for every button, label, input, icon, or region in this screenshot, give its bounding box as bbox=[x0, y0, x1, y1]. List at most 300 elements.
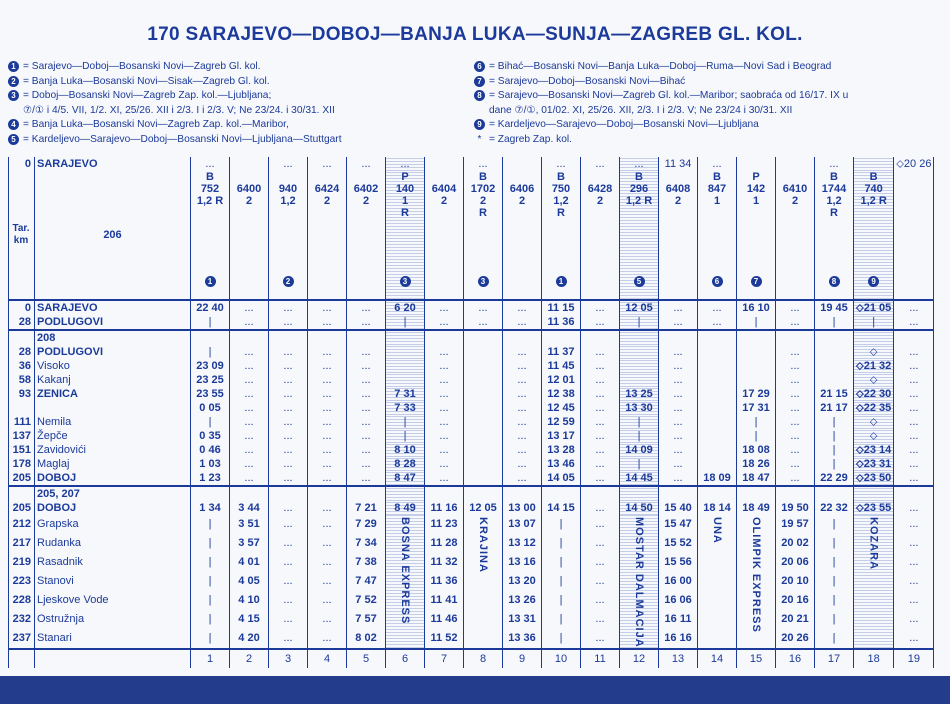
time-cell: 23 09 bbox=[191, 359, 230, 373]
note-number-badge: 5 bbox=[8, 134, 19, 145]
blank-cell bbox=[737, 330, 776, 345]
train-header-line bbox=[661, 171, 695, 183]
time-cell: ... bbox=[581, 315, 620, 330]
time-cell: ... bbox=[776, 415, 815, 429]
time-cell: ... bbox=[269, 628, 308, 648]
time-cell: ... bbox=[503, 401, 542, 415]
train-symbols bbox=[466, 219, 500, 231]
time-cell: 13 20 bbox=[503, 572, 542, 591]
time-cell: | bbox=[815, 315, 854, 330]
time-cell: ... bbox=[308, 591, 347, 610]
train-note-badge: 2 bbox=[283, 276, 294, 287]
station-cell: PODLUGOVI bbox=[35, 315, 191, 330]
time-cell: 20 02 bbox=[776, 534, 815, 553]
time-cell: ... bbox=[269, 315, 308, 330]
time-cell: 8 28 bbox=[386, 457, 425, 471]
time-cell: ... bbox=[269, 443, 308, 457]
time-cell bbox=[698, 387, 737, 401]
time-cell: ... bbox=[894, 387, 934, 401]
time-cell bbox=[230, 157, 269, 171]
time-cell: ... bbox=[230, 300, 269, 315]
time-cell: ... bbox=[308, 300, 347, 315]
km-cell: 28 bbox=[9, 345, 35, 359]
note-text: = Sarajevo—Doboj—Bosanski Novi—Zagreb Gl. kol. bbox=[23, 61, 261, 72]
time-cell: ... bbox=[894, 401, 934, 415]
note-item bbox=[474, 104, 934, 119]
time-cell: | bbox=[191, 628, 230, 648]
column-number: 12 bbox=[620, 649, 659, 668]
train-header-cell bbox=[815, 171, 854, 300]
time-cell: ... bbox=[894, 443, 934, 457]
time-cell bbox=[464, 515, 503, 649]
train-header-line: B bbox=[869, 171, 878, 183]
time-cell: 7 29 bbox=[347, 515, 386, 534]
time-cell bbox=[815, 345, 854, 359]
note-number-badge: 1 bbox=[8, 61, 19, 72]
time-cell: 7 38 bbox=[347, 553, 386, 572]
time-cell: ... bbox=[776, 373, 815, 387]
time-cell: 18 26 bbox=[737, 457, 776, 471]
time-cell: ... bbox=[308, 628, 347, 648]
train-header-line: 2 bbox=[518, 195, 526, 207]
train-header-line: 2 bbox=[674, 195, 682, 207]
time-cell: | bbox=[815, 628, 854, 648]
time-cell: ... bbox=[894, 553, 934, 572]
station-cell: Kakanj bbox=[35, 373, 191, 387]
note-item bbox=[8, 89, 468, 104]
train-header-cell bbox=[230, 171, 269, 300]
time-cell: ... bbox=[347, 443, 386, 457]
spacer bbox=[388, 231, 422, 275]
train-header-line bbox=[896, 195, 931, 207]
train-header-line: 1,2 bbox=[280, 195, 296, 207]
train-header-line: B bbox=[557, 171, 565, 183]
km-cell: 28 bbox=[9, 315, 35, 330]
time-cell: ... bbox=[776, 429, 815, 443]
time-cell: 12 05 bbox=[464, 501, 503, 515]
station-cell: Ostružnja bbox=[35, 609, 191, 628]
time-cell: ... bbox=[776, 300, 815, 315]
column-number-row bbox=[9, 649, 934, 668]
column-number: 7 bbox=[425, 649, 464, 668]
time-cell: ... bbox=[425, 387, 464, 401]
train-header-cell bbox=[776, 171, 815, 300]
train-header-line bbox=[896, 183, 931, 195]
time-cell: | bbox=[191, 515, 230, 534]
km-cell: 217 bbox=[9, 534, 35, 553]
time-cell: ... bbox=[894, 457, 934, 471]
time-cell: ... bbox=[308, 429, 347, 443]
train-header-row bbox=[9, 171, 934, 300]
km-cell: 237 bbox=[9, 628, 35, 648]
time-cell bbox=[737, 373, 776, 387]
station-cell: Maglaj bbox=[35, 457, 191, 471]
time-cell bbox=[698, 457, 737, 471]
train-header-line bbox=[427, 171, 461, 183]
time-cell: ... bbox=[503, 300, 542, 315]
train-header-line: 750 bbox=[551, 183, 571, 195]
time-cell: ... bbox=[347, 373, 386, 387]
time-cell: 13 26 bbox=[503, 591, 542, 610]
time-cell: 18 47 bbox=[737, 471, 776, 486]
time-cell: ... bbox=[230, 373, 269, 387]
time-cell: ... bbox=[269, 387, 308, 401]
train-header-cell bbox=[737, 171, 776, 300]
train-note-badge: 3 bbox=[478, 276, 489, 287]
time-cell: ... bbox=[308, 345, 347, 359]
time-cell: 16 11 bbox=[659, 609, 698, 628]
time-cell: 20 26 bbox=[776, 628, 815, 648]
blank-cell bbox=[659, 330, 698, 345]
table-row bbox=[9, 457, 934, 471]
km-cell: 219 bbox=[9, 553, 35, 572]
time-cell: ... bbox=[347, 315, 386, 330]
time-cell: 8 47 bbox=[386, 471, 425, 486]
bottom-bar bbox=[0, 676, 950, 704]
km-cell: 205 bbox=[9, 471, 35, 486]
blank-cell bbox=[737, 486, 776, 501]
column-number: 13 bbox=[659, 649, 698, 668]
time-cell: 14 05 bbox=[542, 471, 581, 486]
time-cell: 13 07 bbox=[503, 515, 542, 534]
blank-cell bbox=[815, 486, 854, 501]
time-cell: ... bbox=[659, 401, 698, 415]
time-cell bbox=[698, 415, 737, 429]
time-cell: 17 29 bbox=[737, 387, 776, 401]
time-cell: ⬦ bbox=[854, 373, 894, 387]
time-cell: 21 17 bbox=[815, 401, 854, 415]
station-cell: Grapska bbox=[35, 515, 191, 534]
time-cell: ... bbox=[894, 534, 934, 553]
train-note-badge: 1 bbox=[556, 276, 567, 287]
time-cell: 1 23 bbox=[191, 471, 230, 486]
train-header-line: 2 bbox=[362, 195, 370, 207]
time-cell: ... bbox=[347, 300, 386, 315]
time-cell: ... bbox=[425, 443, 464, 457]
time-cell: 11 41 bbox=[425, 591, 464, 610]
time-cell: | bbox=[854, 315, 894, 330]
time-cell: 18 49 bbox=[737, 501, 776, 515]
train-header-cell bbox=[503, 171, 542, 300]
time-cell: ... bbox=[776, 345, 815, 359]
train-header-cell bbox=[542, 171, 581, 300]
time-cell: ... bbox=[347, 401, 386, 415]
time-cell: 0 46 bbox=[191, 443, 230, 457]
station-cell: Žepče bbox=[35, 429, 191, 443]
station-cell: Zavidovići bbox=[35, 443, 191, 457]
time-cell: 0 05 bbox=[191, 401, 230, 415]
train-header-line: 940 bbox=[278, 183, 298, 195]
train-symbols bbox=[817, 219, 851, 231]
train-header-line: 1,2 R bbox=[196, 195, 224, 207]
train-header-line bbox=[505, 207, 539, 219]
time-cell: 15 47 bbox=[659, 515, 698, 534]
time-cell: ... bbox=[581, 609, 620, 628]
train-header-line: 847 bbox=[707, 183, 727, 195]
time-cell bbox=[698, 401, 737, 415]
column-number: 6 bbox=[386, 649, 425, 668]
train-header-line: 2 bbox=[479, 195, 487, 207]
train-header-line bbox=[232, 207, 266, 219]
time-cell: 8 02 bbox=[347, 628, 386, 648]
table-row bbox=[9, 429, 934, 443]
time-cell: ... bbox=[425, 300, 464, 315]
blank-cell bbox=[542, 486, 581, 501]
note-text: = Banja Luka—Bosanski Novi—Sisak—Zagreb Gl. kol. bbox=[23, 75, 270, 87]
train-header-line bbox=[271, 207, 305, 219]
km-cell: 93 bbox=[9, 387, 35, 401]
time-cell: ... bbox=[542, 157, 581, 171]
time-cell: | bbox=[815, 429, 854, 443]
top-row bbox=[9, 157, 934, 171]
time-cell: ... bbox=[425, 415, 464, 429]
time-cell: | bbox=[737, 415, 776, 429]
time-cell: ... bbox=[581, 534, 620, 553]
blank-cell bbox=[503, 486, 542, 501]
blank-cell bbox=[659, 486, 698, 501]
train-header-cell bbox=[854, 171, 894, 300]
time-cell: ... bbox=[581, 515, 620, 534]
time-cell: ... bbox=[230, 359, 269, 373]
time-cell: 14 09 bbox=[620, 443, 659, 457]
time-cell: ... bbox=[581, 387, 620, 401]
station-cell: Stanari bbox=[35, 628, 191, 648]
time-cell: ... bbox=[269, 534, 308, 553]
time-cell: 13 31 bbox=[503, 609, 542, 628]
train-header-cell bbox=[425, 171, 464, 300]
column-number: 2 bbox=[230, 649, 269, 668]
note-item bbox=[8, 60, 468, 75]
station-cell: Ljeskove Vode bbox=[35, 591, 191, 610]
time-cell: ... bbox=[308, 534, 347, 553]
time-cell: | bbox=[191, 609, 230, 628]
blank-cell bbox=[425, 486, 464, 501]
time-cell: | bbox=[815, 534, 854, 553]
time-cell bbox=[620, 345, 659, 359]
time-cell: 11 23 bbox=[425, 515, 464, 534]
time-cell: | bbox=[191, 534, 230, 553]
time-cell: 22 32 bbox=[815, 501, 854, 515]
time-cell: ... bbox=[894, 471, 934, 486]
time-cell: ... bbox=[269, 429, 308, 443]
time-cell: ... bbox=[269, 609, 308, 628]
time-cell: ... bbox=[269, 515, 308, 534]
time-cell: ... bbox=[698, 315, 737, 330]
time-cell: ... bbox=[230, 345, 269, 359]
note-item bbox=[474, 75, 934, 90]
train-header-cell bbox=[347, 171, 386, 300]
train-symbols bbox=[856, 219, 891, 231]
table-row bbox=[9, 415, 934, 429]
train-symbols bbox=[193, 219, 227, 231]
note-item bbox=[474, 60, 934, 75]
time-cell: ... bbox=[230, 415, 269, 429]
time-cell: | bbox=[815, 553, 854, 572]
train-header-cell bbox=[386, 171, 425, 300]
time-cell: 8 49 bbox=[386, 501, 425, 515]
train-header-line bbox=[778, 171, 812, 183]
time-cell: ... bbox=[347, 457, 386, 471]
time-cell: ... bbox=[386, 157, 425, 171]
km-cell: 232 bbox=[9, 609, 35, 628]
time-cell: ... bbox=[894, 628, 934, 648]
time-cell: ... bbox=[659, 443, 698, 457]
train-header-line: P bbox=[401, 171, 409, 183]
train-header-cell bbox=[894, 171, 934, 300]
time-cell bbox=[425, 157, 464, 171]
time-cell: ... bbox=[659, 415, 698, 429]
time-cell: ... bbox=[269, 501, 308, 515]
time-cell: ... bbox=[269, 300, 308, 315]
table-row bbox=[9, 401, 934, 415]
time-cell: ... bbox=[464, 300, 503, 315]
km-cell: 151 bbox=[9, 443, 35, 457]
time-cell bbox=[815, 373, 854, 387]
time-cell: | bbox=[191, 553, 230, 572]
train-header-line: 2 bbox=[440, 195, 448, 207]
time-cell: 12 45 bbox=[542, 401, 581, 415]
column-number: 3 bbox=[269, 649, 308, 668]
blank-cell bbox=[542, 330, 581, 345]
time-cell: | bbox=[386, 429, 425, 443]
time-cell: 16 16 bbox=[659, 628, 698, 648]
time-cell: ... bbox=[308, 359, 347, 373]
time-cell: 1 34 bbox=[191, 501, 230, 515]
time-cell: 20 21 bbox=[776, 609, 815, 628]
time-cell: 22 29 bbox=[815, 471, 854, 486]
time-cell: 7 52 bbox=[347, 591, 386, 610]
time-cell: ... bbox=[308, 501, 347, 515]
train-header-line: 6402 bbox=[353, 183, 379, 195]
time-cell: ... bbox=[230, 471, 269, 486]
train-symbols bbox=[271, 219, 305, 231]
time-cell: ... bbox=[308, 373, 347, 387]
time-cell: 13 36 bbox=[503, 628, 542, 648]
train-header-line: R bbox=[401, 207, 409, 219]
time-cell: ... bbox=[503, 429, 542, 443]
time-cell: ... bbox=[191, 157, 230, 171]
time-cell: ... bbox=[503, 373, 542, 387]
time-cell bbox=[737, 157, 776, 171]
time-cell: 17 31 bbox=[737, 401, 776, 415]
time-cell: ... bbox=[425, 457, 464, 471]
time-cell: 15 56 bbox=[659, 553, 698, 572]
time-cell: ... bbox=[269, 373, 308, 387]
note-text: = Banja Luka—Bosanski Novi—Zagreb Zap. kol.—Maribor, bbox=[23, 119, 289, 131]
time-cell: ... bbox=[347, 415, 386, 429]
time-cell: ... bbox=[659, 471, 698, 486]
train-header-line: 752 bbox=[200, 183, 220, 195]
time-cell bbox=[386, 345, 425, 359]
column-number: 17 bbox=[815, 649, 854, 668]
time-cell: 20 06 bbox=[776, 553, 815, 572]
time-cell: ... bbox=[269, 415, 308, 429]
time-cell: 16 10 bbox=[737, 300, 776, 315]
time-cell: 12 05 bbox=[620, 300, 659, 315]
table-row bbox=[9, 501, 934, 515]
time-cell: ... bbox=[815, 157, 854, 171]
time-cell: ⬦22 30 bbox=[854, 387, 894, 401]
time-cell: ... bbox=[659, 429, 698, 443]
time-cell: ... bbox=[308, 315, 347, 330]
time-cell: | bbox=[542, 572, 581, 591]
train-header-line: 6424 bbox=[314, 183, 340, 195]
blank-cell bbox=[464, 330, 503, 345]
page-title: 170 SARAJEVO—DOBOJ—BANJA LUKA—SUNJA—ZAGREB GL. KOL. bbox=[147, 24, 803, 45]
time-cell bbox=[464, 387, 503, 401]
time-cell: ... bbox=[269, 157, 308, 171]
train-header-line: 140 bbox=[395, 183, 415, 195]
train-header-line bbox=[232, 171, 266, 183]
train-name-label: UNA bbox=[711, 517, 723, 544]
time-cell: ... bbox=[894, 572, 934, 591]
time-cell bbox=[464, 471, 503, 486]
time-cell: 11 45 bbox=[542, 359, 581, 373]
time-cell: ... bbox=[581, 443, 620, 457]
time-cell: ... bbox=[659, 387, 698, 401]
time-cell: 4 01 bbox=[230, 553, 269, 572]
time-cell: ... bbox=[269, 553, 308, 572]
km-cell: 228 bbox=[9, 591, 35, 610]
time-cell: | bbox=[191, 315, 230, 330]
time-cell: ⬦23 14 bbox=[854, 443, 894, 457]
train-header-cell bbox=[698, 171, 737, 300]
time-cell: 3 44 bbox=[230, 501, 269, 515]
time-cell: ... bbox=[581, 628, 620, 648]
time-cell: ... bbox=[659, 457, 698, 471]
column-number: 1 bbox=[191, 649, 230, 668]
time-cell bbox=[464, 345, 503, 359]
train-header-line: 6406 bbox=[509, 183, 535, 195]
train-symbols bbox=[622, 219, 656, 231]
train-note-badge: 1 bbox=[205, 276, 216, 287]
blank-cell bbox=[464, 486, 503, 501]
blank-cell bbox=[503, 330, 542, 345]
time-cell: 18 09 bbox=[698, 471, 737, 486]
train-header-cell bbox=[620, 171, 659, 300]
time-cell bbox=[698, 429, 737, 443]
train-header-line bbox=[310, 207, 344, 219]
blank-cell bbox=[776, 486, 815, 501]
time-cell: ... bbox=[894, 515, 934, 534]
time-cell: ... bbox=[503, 471, 542, 486]
time-cell bbox=[620, 515, 659, 649]
time-cell: ... bbox=[308, 515, 347, 534]
train-name-label: KRAJINA bbox=[477, 517, 489, 573]
column-number: 4 bbox=[308, 649, 347, 668]
blank-cell bbox=[191, 330, 230, 345]
time-cell bbox=[815, 359, 854, 373]
train-header-line: 1,2 R bbox=[625, 195, 653, 207]
time-cell: ... bbox=[581, 572, 620, 591]
time-cell: ... bbox=[894, 345, 934, 359]
time-cell: ... bbox=[308, 443, 347, 457]
blank-cell bbox=[815, 330, 854, 345]
time-cell bbox=[698, 515, 737, 649]
blank-cell bbox=[308, 330, 347, 345]
time-cell: ... bbox=[776, 401, 815, 415]
timetable bbox=[8, 157, 934, 668]
train-header-line bbox=[896, 207, 931, 219]
train-symbols bbox=[700, 219, 734, 231]
time-cell: 7 34 bbox=[347, 534, 386, 553]
time-cell bbox=[776, 157, 815, 171]
train-note-badge: 5 bbox=[634, 276, 645, 287]
time-cell: ... bbox=[269, 345, 308, 359]
time-cell: 13 25 bbox=[620, 387, 659, 401]
blank-cell bbox=[347, 486, 386, 501]
time-cell: ... bbox=[269, 401, 308, 415]
